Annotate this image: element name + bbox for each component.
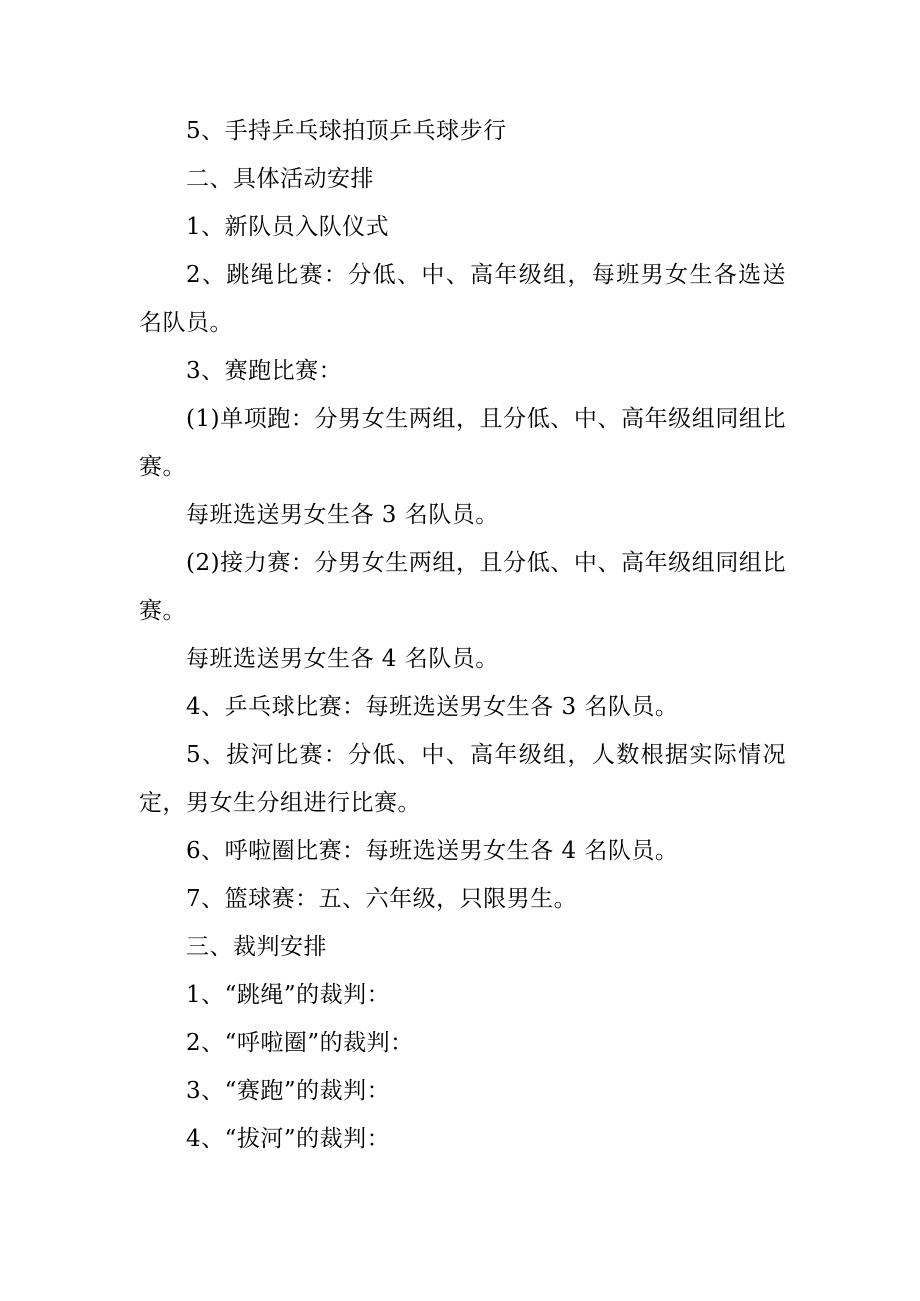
referee-running: 3、“赛跑”的裁判： bbox=[186, 1078, 391, 1104]
item-5-continuation: 定，男女生分组进行比赛。 bbox=[139, 790, 421, 816]
item-4-table-tennis: 4、乒乓球比赛：每班选送男女生各 3 名队员。 bbox=[186, 694, 679, 720]
section-3-heading: 三、裁判安排 bbox=[186, 934, 327, 960]
referee-rope-skipping: 1、“跳绳”的裁判： bbox=[186, 982, 391, 1008]
item-3-2-quota: 每班选送男女生各 4 名队员。 bbox=[186, 646, 499, 672]
item-1-induction: 1、新队员入队仪式 bbox=[186, 214, 390, 240]
item-6-hula-hoop: 6、呼啦圈比赛：每班选送男女生各 4 名队员。 bbox=[186, 838, 679, 864]
referee-tug-of-war: 4、“拔河”的裁判： bbox=[186, 1126, 391, 1152]
item-2-continuation: 名队员。 bbox=[139, 310, 233, 336]
item-3-2-continuation: 赛。 bbox=[139, 598, 186, 624]
item-2-rope-skipping: 2、跳绳比赛：分低、中、高年级组，每班男女生各选送 bbox=[186, 262, 786, 288]
item-3-1-continuation: 赛。 bbox=[139, 454, 186, 480]
item-3-running: 3、赛跑比赛： bbox=[186, 358, 343, 384]
item-5-tug-of-war: 5、拔河比赛：分低、中、高年级组，人数根据实际情况 bbox=[186, 742, 786, 768]
item-3-2-relay: (2)接力赛：分男女生两组，且分低、中、高年级组同组比 bbox=[186, 550, 786, 576]
item-7-basketball: 7、篮球赛：五、六年级，只限男生。 bbox=[186, 886, 578, 912]
item-5-ping-pong-walk: 5、手持乒乓球拍顶乒乓球步行 bbox=[186, 118, 507, 144]
item-3-1-quota: 每班选送男女生各 3 名队员。 bbox=[186, 502, 499, 528]
item-3-1-sprint: (1)单项跑：分男女生两组，且分低、中、高年级组同组比 bbox=[186, 406, 786, 432]
section-2-heading: 二、具体活动安排 bbox=[186, 166, 374, 192]
referee-hula-hoop: 2、“呼啦圈”的裁判： bbox=[186, 1030, 414, 1056]
